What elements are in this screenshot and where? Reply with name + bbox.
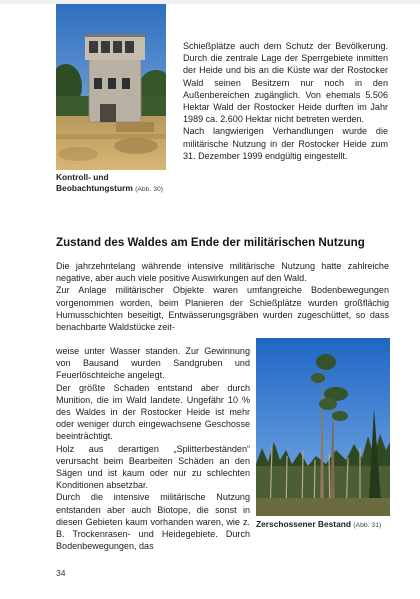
body-full-width [56, 260, 389, 333]
paragraph: Schießplätze auch dem Schutz der Bevölkerung. Durch die zentrale Lage der Sperrgebiete inmitten der Heide und bis an die Küste war der Rostocker Wald seinen Besitzern nur noch in den Außenbereichen zugänglich. Von ehemals 5.506 Hektar Wald der Rostocker Heide durften im Jahr 1989 ca. 2.600 Hektar nicht betreten werden. [183, 41, 388, 125]
photo-observation-tower [56, 4, 166, 170]
caption-tower-text: Kontroll- und Beobachtungsturm [56, 172, 133, 193]
caption-forest [256, 519, 396, 532]
page-number: 34 [56, 568, 66, 578]
caption-tower [56, 172, 176, 195]
caption-forest-ref: (Abb. 31) [353, 522, 382, 529]
paragraph: Der größte Schaden entstand aber durch Munition, die im Wald landete. Ungefähr 10 % des Waldes in der Rostocker Heide ist mehr oder weniger durch eingewachsene Geschosse beeinträchtigt. [56, 382, 250, 442]
paragraph: Zur Anlage militärischer Objekte waren umfangreiche Bodenbewegungen vorgenommen worden, beim Planieren der Schießplätze wurden großflächig Humusschichten beseitigt, Entwässerungsgräben wurden zugeschüttet, so dass benachbarte Waldstücke zeit- [56, 285, 389, 333]
paragraph: Die jahrzehntelang währende intensive militärische Nutzung hatte zahlreiche negative, aber auch viele positive Auswirkungen auf den Wald. [56, 261, 389, 284]
paragraph: Durch die intensive militärische Nutzung entstanden aber auch Biotope, die sonst in diesen Gebieten kaum vorhanden waren, wie z. B. Trockenrasen- und Heidegebiete. Durch Bodenbewegungen, das [56, 492, 250, 552]
caption-forest-text: Zerschossener Bestand [256, 519, 351, 529]
photo-damaged-forest [256, 338, 390, 516]
paragraph: Holz aus derartigen „Splitterbeständen“ verursacht beim Bearbeiten Schäden an den Sägen und ist kaum oder nur zu schlechten Konditionen absetzbar. [56, 443, 250, 491]
paragraph: weise unter Wasser standen. Zur Gewinnung von Bausand wurden Sandgruben und Feuerlöschteiche angelegt. [56, 346, 250, 381]
section-heading: Zustand des Waldes am Ende der militärischen Nutzung [56, 236, 365, 249]
body-narrow-column [56, 345, 250, 552]
top-paragraph [183, 40, 388, 162]
caption-tower-ref: (Abb. 30) [135, 185, 164, 193]
paragraph: Nach langwierigen Verhandlungen wurde die militärische Nutzung in der Rostocker Heide zum 31. Dezember 1999 endgültig eingestellt. [183, 126, 388, 161]
